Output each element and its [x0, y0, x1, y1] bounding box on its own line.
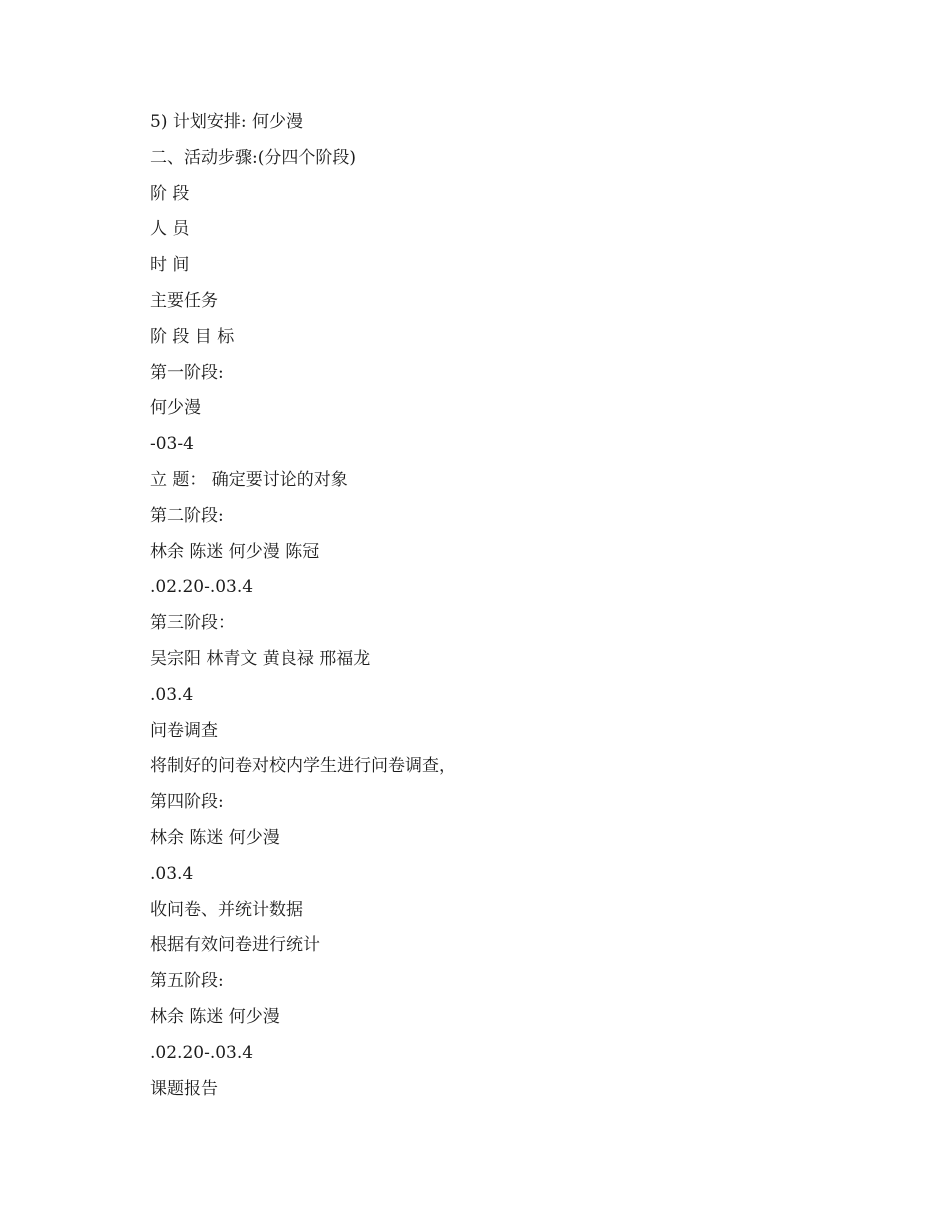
stage-5-personnel: 林余 陈迷 何少漫: [150, 1006, 280, 1027]
plan-heading: 5) 计划安排: 何少漫: [150, 112, 303, 132]
stage-4-personnel: 林余 陈迷 何少漫: [150, 827, 280, 848]
stage-3-goal: 将制好的问卷对校内学生进行问卷调查，: [150, 756, 456, 777]
stage-5-label: 第五阶段:: [150, 971, 224, 992]
document-body: [150, 105, 850, 1107]
stage-4-goal: 根据有效问卷进行统计: [150, 935, 320, 956]
stage-4-label: 第四阶段:: [150, 792, 224, 813]
stage-1-personnel: 何少漫: [150, 398, 201, 419]
stage-2-label: 第二阶段:: [150, 505, 224, 526]
column-header-stage: 阶 段: [150, 183, 190, 204]
column-header-time: 时 间: [150, 255, 190, 276]
column-header-personnel: 人 员: [150, 219, 190, 240]
stage-3-time: .03.4: [150, 684, 194, 705]
steps-heading: 二、活动步骤:(分四个阶段): [150, 147, 356, 168]
column-header-main-task: 主要任务: [150, 290, 218, 311]
stage-3-label: 第三阶段：: [150, 613, 235, 634]
stage-1-task: 立 题： 确定要讨论的对象: [150, 469, 348, 490]
stage-5-task: 课题报告: [150, 1078, 218, 1099]
stage-2-time: .02.20-.03.4: [150, 577, 254, 598]
stage-3-task: 问卷调查: [150, 720, 218, 741]
stage-3-personnel: 吴宗阳 林青文 黄良禄 邢福龙: [150, 648, 371, 669]
stage-2-personnel: 林余 陈迷 何少漫 陈冠: [150, 541, 320, 562]
stage-1-label: 第一阶段:: [150, 362, 224, 383]
stage-1-time: -03-4: [150, 434, 194, 455]
stage-5-time: .02.20-.03.4: [150, 1042, 254, 1063]
column-header-stage-goal: 阶 段 目 标: [150, 326, 235, 347]
stage-4-task: 收问卷、并统计数据: [150, 899, 303, 920]
stage-4-time: .03.4: [150, 863, 194, 884]
